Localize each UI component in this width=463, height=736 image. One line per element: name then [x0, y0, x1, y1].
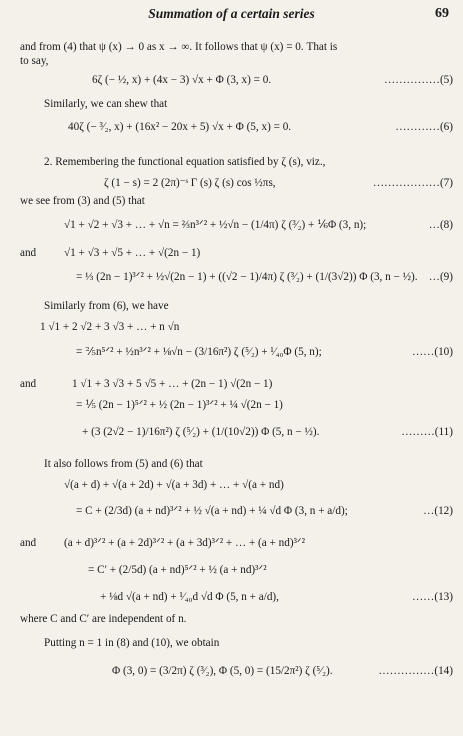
equation-tag: ……(13) — [411, 591, 453, 603]
equation-13-line1: = C′ + (2/5d) (a + nd)⁵ᐟ² + ½ (a + nd)³ᐟ² — [88, 564, 267, 576]
equation-tag: ……(10) — [411, 346, 453, 358]
equation-8: √1 + √2 + √3 + … + √n = ⅔n³ᐟ² + ½√n − (1/4π) ζ (³⁄₂) + ⅙Φ (3, n); — [64, 219, 367, 231]
section-start: 2. Remembering the functional equation satisfied by ζ (s), viz., — [44, 156, 326, 168]
text-line: where C and C′ are independent of n. — [20, 613, 187, 625]
running-title: Summation of a certain series — [148, 6, 315, 21]
text-line: Similarly, we can shew that — [44, 98, 168, 110]
text-line: It also follows from (5) and (6) that — [44, 458, 203, 470]
equation-tag: ……………(5) — [384, 74, 453, 86]
equation-10-lhs: 1 √1 + 2 √2 + 3 √3 + … + n √n — [40, 321, 180, 333]
equation-tag: ………………(7) — [372, 177, 453, 189]
text-line: Similarly from (6), we have — [44, 300, 169, 312]
equation-10: = ⅖n⁵ᐟ² + ½n³ᐟ² + ⅛√n − (3/16π²) ζ (⁵⁄₂) + ¹⁄₄₀Φ (5, n); — [76, 346, 322, 358]
equation-7: ζ (1 − s) = 2 (2π)⁻ˢ Γ (s) ζ (s) cos ½πs, — [104, 177, 276, 189]
and-label: and — [20, 247, 37, 259]
page-header — [0, 6, 463, 24]
equation-13: + ⅛d √(a + nd) + ¹⁄₄₀d √d Φ (5, n + a/d), — [100, 591, 279, 603]
and-label: and — [20, 537, 37, 549]
text-line: to say, — [20, 55, 49, 67]
equation-5: 6ζ (− ½, x) + (4x − 3) √x + Φ (3, x) = 0. — [92, 74, 272, 86]
equation-tag: ……………(14) — [378, 665, 453, 677]
equation-11-lhs: 1 √1 + 3 √3 + 5 √5 + … + (2n − 1) √(2n − 1) — [72, 378, 273, 390]
equation-12: = C + (2/3d) (a + nd)³ᐟ² + ½ √(a + nd) + ¼ √d Φ (3, n + a/d); — [76, 505, 348, 517]
equation-6: 40ζ (− ³⁄₂, x) + (16x² − 20x + 5) √x + Φ (5, x) = 0. — [68, 121, 292, 133]
page-number: 69 — [435, 6, 449, 21]
and-label: and — [20, 378, 37, 390]
equation-14: Φ (3, 0) = (3/2π) ζ (³⁄₂), Φ (5, 0) = (15/2π²) ζ (⁵⁄₂). — [112, 665, 333, 677]
equation-11: + (3 (2√2 − 1)/16π²) ζ (⁵⁄₂) + (1/(10√2)) Φ (5, n − ½). — [82, 426, 320, 438]
equation-tag: …………(6) — [395, 121, 453, 133]
text-line: and from (4) that ψ (x) → 0 as x → ∞. It follows that ψ (x) = 0. That is — [20, 41, 338, 53]
text-line: Putting n = 1 in (8) and (10), we obtain — [44, 637, 220, 649]
equation-9-lhs: √1 + √3 + √5 + … + √(2n − 1) — [64, 247, 201, 259]
equation-tag: …(9) — [428, 271, 453, 283]
equation-11-line1: = ⅕ (2n − 1)⁵ᐟ² + ½ (2n − 1)³ᐟ² + ¼ √(2n − 1) — [76, 399, 283, 411]
text-line: we see from (3) and (5) that — [20, 195, 145, 207]
equation-tag: ………(11) — [401, 426, 453, 438]
equation-9: = ⅓ (2n − 1)³ᐟ² + ½√(2n − 1) + ((√2 − 1)/4π) ζ (³⁄₂) + (1/(3√2)) Φ (3, n − ½). — [76, 271, 418, 283]
equation-12-lhs: √(a + d) + √(a + 2d) + √(a + 3d) + … + √(a + nd) — [64, 479, 284, 491]
equation-13-lhs: (a + d)³ᐟ² + (a + 2d)³ᐟ² + (a + 3d)³ᐟ² + … + (a + nd)³ᐟ² — [64, 537, 306, 549]
equation-tag: …(12) — [423, 505, 453, 517]
equation-tag: …(8) — [428, 219, 453, 231]
